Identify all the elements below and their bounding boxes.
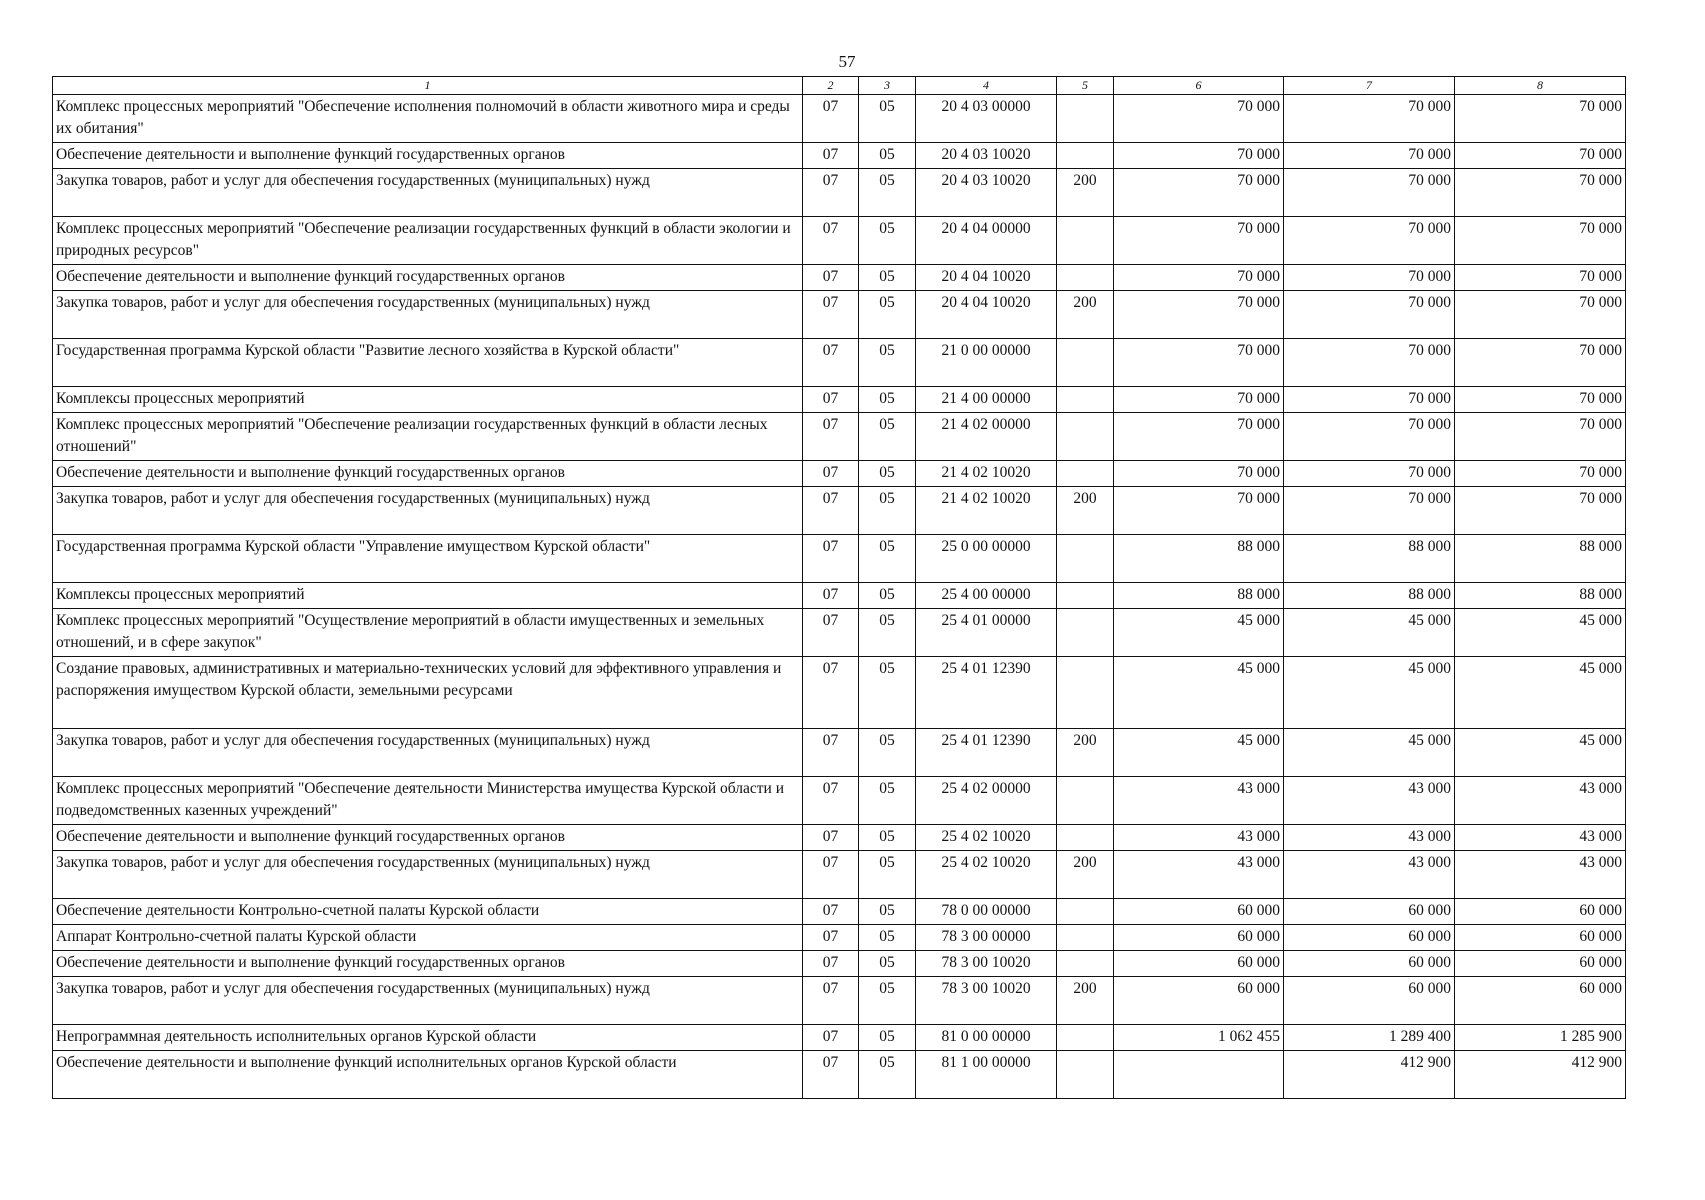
row-name-cell: Создание правовых, административных и материально-технических условий для эффективного управления и распоряжения имуществом Курской области, земельными ресурсами	[53, 657, 803, 729]
section-code-cell: 07	[803, 1025, 859, 1051]
section-code-cell: 07	[803, 583, 859, 609]
header-cell: 1	[53, 77, 803, 95]
subsection-code-cell: 05	[859, 535, 916, 583]
amount-year2-cell: 412 900	[1284, 1051, 1455, 1099]
section-code-cell: 07	[803, 951, 859, 977]
target-article-cell: 25 4 02 10020	[916, 851, 1057, 899]
section-code-cell: 07	[803, 95, 859, 143]
amount-year3-cell: 45 000	[1455, 729, 1626, 777]
amount-year1-cell: 70 000	[1114, 291, 1284, 339]
target-article-cell: 78 3 00 10020	[916, 977, 1057, 1025]
target-article-cell: 21 0 00 00000	[916, 339, 1057, 387]
table-row	[53, 413, 1626, 461]
row-name-cell: Комплекс процессных мероприятий "Осуществление мероприятий в области имущественных и земельных отношений, и в сфере закупок"	[53, 609, 803, 657]
target-article-cell: 78 3 00 10020	[916, 951, 1057, 977]
amount-year2-cell: 43 000	[1284, 777, 1455, 825]
target-article-cell: 20 4 03 00000	[916, 95, 1057, 143]
subsection-code-cell: 05	[859, 583, 916, 609]
header-cell: 8	[1455, 77, 1626, 95]
header-cell: 4	[916, 77, 1057, 95]
amount-year3-cell: 43 000	[1455, 777, 1626, 825]
target-article-cell: 20 4 03 10020	[916, 143, 1057, 169]
target-article-cell: 25 4 01 00000	[916, 609, 1057, 657]
amount-year1-cell: 70 000	[1114, 95, 1284, 143]
amount-year2-cell: 45 000	[1284, 657, 1455, 729]
expense-type-cell: 200	[1057, 169, 1114, 217]
target-article-cell: 20 4 04 00000	[916, 217, 1057, 265]
table-row	[53, 977, 1626, 1025]
subsection-code-cell: 05	[859, 729, 916, 777]
expense-type-cell	[1057, 777, 1114, 825]
section-code-cell: 07	[803, 1051, 859, 1099]
row-name-cell: Закупка товаров, работ и услуг для обеспечения государственных (муниципальных) нужд	[53, 851, 803, 899]
table-row	[53, 609, 1626, 657]
row-name-cell: Обеспечение деятельности Контрольно-счетной палаты Курской области	[53, 899, 803, 925]
amount-year3-cell: 1 285 900	[1455, 1025, 1626, 1051]
subsection-code-cell: 05	[859, 609, 916, 657]
expense-type-cell	[1057, 217, 1114, 265]
subsection-code-cell: 05	[859, 291, 916, 339]
row-name-cell: Обеспечение деятельности и выполнение функций государственных органов	[53, 951, 803, 977]
amount-year1-cell: 70 000	[1114, 265, 1284, 291]
amount-year3-cell: 88 000	[1455, 583, 1626, 609]
budget-table	[52, 76, 1626, 1099]
subsection-code-cell: 05	[859, 1025, 916, 1051]
amount-year3-cell: 412 900	[1455, 1051, 1626, 1099]
subsection-code-cell: 05	[859, 169, 916, 217]
expense-type-cell	[1057, 413, 1114, 461]
subsection-code-cell: 05	[859, 339, 916, 387]
row-name-cell: Комплексы процессных мероприятий	[53, 583, 803, 609]
amount-year3-cell: 70 000	[1455, 95, 1626, 143]
page-number: 57	[838, 52, 856, 71]
expense-type-cell: 200	[1057, 977, 1114, 1025]
amount-year2-cell: 70 000	[1284, 387, 1455, 413]
amount-year1-cell: 70 000	[1114, 487, 1284, 535]
expense-type-cell	[1057, 461, 1114, 487]
amount-year3-cell: 70 000	[1455, 487, 1626, 535]
amount-year2-cell: 88 000	[1284, 583, 1455, 609]
amount-year1-cell: 70 000	[1114, 387, 1284, 413]
subsection-code-cell: 05	[859, 413, 916, 461]
target-article-cell: 78 3 00 00000	[916, 925, 1057, 951]
amount-year1-cell: 88 000	[1114, 535, 1284, 583]
amount-year3-cell: 60 000	[1455, 951, 1626, 977]
amount-year1-cell: 45 000	[1114, 609, 1284, 657]
subsection-code-cell: 05	[859, 657, 916, 729]
amount-year3-cell: 70 000	[1455, 265, 1626, 291]
section-code-cell: 07	[803, 851, 859, 899]
amount-year1-cell: 43 000	[1114, 777, 1284, 825]
table-row	[53, 143, 1626, 169]
expense-type-cell: 200	[1057, 851, 1114, 899]
amount-year2-cell: 70 000	[1284, 169, 1455, 217]
amount-year3-cell: 70 000	[1455, 217, 1626, 265]
amount-year1-cell: 70 000	[1114, 143, 1284, 169]
row-name-cell: Обеспечение деятельности и выполнение функций государственных органов	[53, 143, 803, 169]
expense-type-cell	[1057, 609, 1114, 657]
amount-year2-cell: 70 000	[1284, 461, 1455, 487]
table-row	[53, 95, 1626, 143]
target-article-cell: 25 4 01 12390	[916, 729, 1057, 777]
subsection-code-cell: 05	[859, 777, 916, 825]
header-cell: 5	[1057, 77, 1114, 95]
expense-type-cell: 200	[1057, 487, 1114, 535]
amount-year1-cell: 70 000	[1114, 339, 1284, 387]
table-row	[53, 899, 1626, 925]
target-article-cell: 25 4 02 10020	[916, 825, 1057, 851]
expense-type-cell	[1057, 899, 1114, 925]
header-cell: 2	[803, 77, 859, 95]
expense-type-cell	[1057, 825, 1114, 851]
row-name-cell: Государственная программа Курской области "Управление имуществом Курской области"	[53, 535, 803, 583]
expense-type-cell	[1057, 951, 1114, 977]
amount-year3-cell: 60 000	[1455, 977, 1626, 1025]
section-code-cell: 07	[803, 925, 859, 951]
amount-year2-cell: 70 000	[1284, 413, 1455, 461]
amount-year3-cell: 70 000	[1455, 291, 1626, 339]
section-code-cell: 07	[803, 487, 859, 535]
section-code-cell: 07	[803, 535, 859, 583]
expense-type-cell	[1057, 339, 1114, 387]
section-code-cell: 07	[803, 291, 859, 339]
section-code-cell: 07	[803, 143, 859, 169]
section-code-cell: 07	[803, 825, 859, 851]
table-row	[53, 583, 1626, 609]
amount-year2-cell: 45 000	[1284, 729, 1455, 777]
table-row	[53, 535, 1626, 583]
subsection-code-cell: 05	[859, 1051, 916, 1099]
subsection-code-cell: 05	[859, 265, 916, 291]
amount-year2-cell: 60 000	[1284, 977, 1455, 1025]
row-name-cell: Комплекс процессных мероприятий "Обеспечение реализации государственных функций в области лесных отношений"	[53, 413, 803, 461]
subsection-code-cell: 05	[859, 977, 916, 1025]
table-row	[53, 1051, 1626, 1099]
subsection-code-cell: 05	[859, 143, 916, 169]
expense-type-cell	[1057, 95, 1114, 143]
amount-year2-cell: 43 000	[1284, 825, 1455, 851]
amount-year3-cell: 45 000	[1455, 609, 1626, 657]
row-name-cell: Обеспечение деятельности и выполнение функций государственных органов	[53, 265, 803, 291]
amount-year1-cell: 70 000	[1114, 217, 1284, 265]
amount-year3-cell: 43 000	[1455, 825, 1626, 851]
section-code-cell: 07	[803, 265, 859, 291]
amount-year1-cell: 60 000	[1114, 899, 1284, 925]
table-row	[53, 657, 1626, 729]
table-row	[53, 1025, 1626, 1051]
table-row	[53, 339, 1626, 387]
section-code-cell: 07	[803, 977, 859, 1025]
target-article-cell: 25 0 00 00000	[916, 535, 1057, 583]
amount-year1-cell: 43 000	[1114, 825, 1284, 851]
amount-year3-cell: 70 000	[1455, 413, 1626, 461]
row-name-cell: Закупка товаров, работ и услуг для обеспечения государственных (муниципальных) нужд	[53, 729, 803, 777]
section-code-cell: 07	[803, 729, 859, 777]
target-article-cell: 25 4 01 12390	[916, 657, 1057, 729]
amount-year1-cell: 60 000	[1114, 925, 1284, 951]
target-article-cell: 20 4 04 10020	[916, 265, 1057, 291]
table-row	[53, 951, 1626, 977]
expense-type-cell: 200	[1057, 729, 1114, 777]
section-code-cell: 07	[803, 217, 859, 265]
amount-year1-cell: 60 000	[1114, 951, 1284, 977]
amount-year3-cell: 60 000	[1455, 899, 1626, 925]
table-row	[53, 265, 1626, 291]
expense-type-cell	[1057, 657, 1114, 729]
target-article-cell: 21 4 02 00000	[916, 413, 1057, 461]
amount-year3-cell: 60 000	[1455, 925, 1626, 951]
amount-year2-cell: 43 000	[1284, 851, 1455, 899]
amount-year2-cell: 60 000	[1284, 925, 1455, 951]
amount-year2-cell: 1 289 400	[1284, 1025, 1455, 1051]
row-name-cell: Комплексы процессных мероприятий	[53, 387, 803, 413]
target-article-cell: 81 1 00 00000	[916, 1051, 1057, 1099]
target-article-cell: 21 4 02 10020	[916, 487, 1057, 535]
amount-year1-cell: 45 000	[1114, 729, 1284, 777]
amount-year2-cell: 60 000	[1284, 899, 1455, 925]
row-name-cell: Комплекс процессных мероприятий "Обеспечение реализации государственных функций в области экологии и природных ресурсов"	[53, 217, 803, 265]
table-row	[53, 825, 1626, 851]
row-name-cell: Закупка товаров, работ и услуг для обеспечения государственных (муниципальных) нужд	[53, 487, 803, 535]
row-name-cell: Обеспечение деятельности и выполнение функций государственных органов	[53, 461, 803, 487]
amount-year2-cell: 45 000	[1284, 609, 1455, 657]
subsection-code-cell: 05	[859, 461, 916, 487]
table-row	[53, 169, 1626, 217]
table-row	[53, 387, 1626, 413]
amount-year3-cell: 45 000	[1455, 657, 1626, 729]
amount-year2-cell: 70 000	[1284, 265, 1455, 291]
amount-year3-cell: 70 000	[1455, 169, 1626, 217]
expense-type-cell	[1057, 535, 1114, 583]
amount-year1-cell: 60 000	[1114, 977, 1284, 1025]
expense-type-cell	[1057, 265, 1114, 291]
row-name-cell: Обеспечение деятельности и выполнение функций исполнительных органов Курской области	[53, 1051, 803, 1099]
expense-type-cell	[1057, 387, 1114, 413]
row-name-cell: Непрограммная деятельность исполнительных органов Курской области	[53, 1025, 803, 1051]
expense-type-cell	[1057, 583, 1114, 609]
header-cell: 6	[1114, 77, 1284, 95]
section-code-cell: 07	[803, 777, 859, 825]
amount-year2-cell: 88 000	[1284, 535, 1455, 583]
expense-type-cell	[1057, 143, 1114, 169]
target-article-cell: 78 0 00 00000	[916, 899, 1057, 925]
table-row	[53, 851, 1626, 899]
amount-year3-cell: 70 000	[1455, 387, 1626, 413]
table-row	[53, 487, 1626, 535]
section-code-cell: 07	[803, 387, 859, 413]
amount-year3-cell: 70 000	[1455, 461, 1626, 487]
amount-year2-cell: 70 000	[1284, 217, 1455, 265]
row-name-cell: Комплекс процессных мероприятий "Обеспечение исполнения полномочий в области животного мира и среды их обитания"	[53, 95, 803, 143]
row-name-cell: Закупка товаров, работ и услуг для обеспечения государственных (муниципальных) нужд	[53, 291, 803, 339]
row-name-cell: Закупка товаров, работ и услуг для обеспечения государственных (муниципальных) нужд	[53, 977, 803, 1025]
section-code-cell: 07	[803, 461, 859, 487]
amount-year3-cell: 70 000	[1455, 143, 1626, 169]
target-article-cell: 20 4 03 10020	[916, 169, 1057, 217]
amount-year1-cell: 88 000	[1114, 583, 1284, 609]
table-row	[53, 925, 1626, 951]
amount-year2-cell: 60 000	[1284, 951, 1455, 977]
section-code-cell: 07	[803, 169, 859, 217]
table-row	[53, 729, 1626, 777]
expense-type-cell	[1057, 925, 1114, 951]
section-code-cell: 07	[803, 899, 859, 925]
subsection-code-cell: 05	[859, 899, 916, 925]
amount-year1-cell: 70 000	[1114, 461, 1284, 487]
amount-year2-cell: 70 000	[1284, 487, 1455, 535]
amount-year2-cell: 70 000	[1284, 339, 1455, 387]
row-name-cell: Аппарат Контрольно-счетной палаты Курской области	[53, 925, 803, 951]
section-code-cell: 07	[803, 609, 859, 657]
amount-year1-cell: 70 000	[1114, 169, 1284, 217]
amount-year2-cell: 70 000	[1284, 291, 1455, 339]
target-article-cell: 25 4 00 00000	[916, 583, 1057, 609]
expense-type-cell	[1057, 1051, 1114, 1099]
amount-year2-cell: 70 000	[1284, 143, 1455, 169]
amount-year3-cell: 70 000	[1455, 339, 1626, 387]
amount-year1-cell: 1 062 455	[1114, 1025, 1284, 1051]
subsection-code-cell: 05	[859, 925, 916, 951]
amount-year1-cell	[1114, 1051, 1284, 1099]
row-name-cell: Закупка товаров, работ и услуг для обеспечения государственных (муниципальных) нужд	[53, 169, 803, 217]
amount-year1-cell: 43 000	[1114, 851, 1284, 899]
column-number-header	[53, 77, 1626, 95]
target-article-cell: 20 4 04 10020	[916, 291, 1057, 339]
amount-year1-cell: 45 000	[1114, 657, 1284, 729]
subsection-code-cell: 05	[859, 825, 916, 851]
expense-type-cell: 200	[1057, 291, 1114, 339]
section-code-cell: 07	[803, 339, 859, 387]
target-article-cell: 81 0 00 00000	[916, 1025, 1057, 1051]
header-cell: 7	[1284, 77, 1455, 95]
subsection-code-cell: 05	[859, 487, 916, 535]
amount-year3-cell: 43 000	[1455, 851, 1626, 899]
subsection-code-cell: 05	[859, 387, 916, 413]
row-name-cell: Комплекс процессных мероприятий "Обеспечение деятельности Министерства имущества Курской области и подведомственных казенных учреждений"	[53, 777, 803, 825]
expense-type-cell	[1057, 1025, 1114, 1051]
row-name-cell: Государственная программа Курской области "Развитие лесного хозяйства в Курской области"	[53, 339, 803, 387]
subsection-code-cell: 05	[859, 951, 916, 977]
target-article-cell: 21 4 02 10020	[916, 461, 1057, 487]
table-row	[53, 777, 1626, 825]
row-name-cell: Обеспечение деятельности и выполнение функций государственных органов	[53, 825, 803, 851]
target-article-cell: 21 4 00 00000	[916, 387, 1057, 413]
amount-year3-cell: 88 000	[1455, 535, 1626, 583]
section-code-cell: 07	[803, 657, 859, 729]
subsection-code-cell: 05	[859, 95, 916, 143]
table-body	[53, 95, 1626, 1099]
table-row	[53, 291, 1626, 339]
table-row	[53, 217, 1626, 265]
subsection-code-cell: 05	[859, 851, 916, 899]
amount-year1-cell: 70 000	[1114, 413, 1284, 461]
header-cell: 3	[859, 77, 916, 95]
amount-year2-cell: 70 000	[1284, 95, 1455, 143]
section-code-cell: 07	[803, 413, 859, 461]
table-row	[53, 461, 1626, 487]
target-article-cell: 25 4 02 00000	[916, 777, 1057, 825]
subsection-code-cell: 05	[859, 217, 916, 265]
